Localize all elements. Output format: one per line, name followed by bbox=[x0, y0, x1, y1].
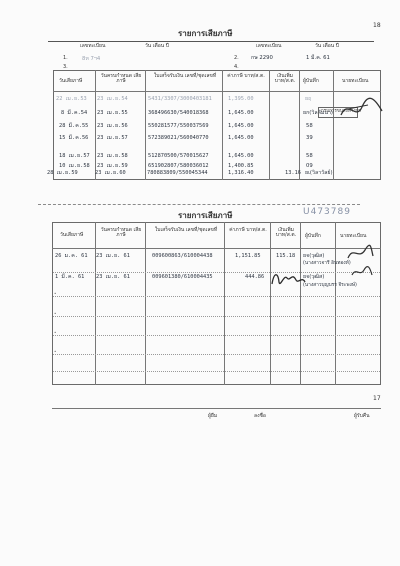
col-header-extra: เงินเพิ่ม บาท/ส.ต. bbox=[274, 73, 296, 84]
col2-header-registrar: นายทะเบียน bbox=[340, 233, 367, 239]
col2-header-receipt: ใบเสร็จรับเงิน เลขที่/ชุดเลขที่ bbox=[154, 227, 218, 233]
stamp-text: กรมการขนส่งทางบก bbox=[321, 109, 362, 114]
footer-sign: ลงชื่อ bbox=[254, 413, 266, 419]
col-header-due-date: วันครบกำหนด เสียภาษี bbox=[100, 73, 142, 84]
col2-header-tax: ค่าภาษี บาท/ส.ต. bbox=[229, 227, 267, 233]
col-header-registrar: นายทะเบียน bbox=[342, 78, 369, 84]
section1-title: รายการเสียภาษี bbox=[178, 29, 233, 38]
handwritten-signature bbox=[268, 268, 308, 290]
reg-num-1: 1. bbox=[63, 55, 68, 61]
section2-title: รายการเสียภาษี bbox=[178, 211, 233, 220]
registrar-signature-2 bbox=[350, 265, 374, 279]
col2-header-due-date: วันครบกำหนด เสียภาษี bbox=[100, 227, 142, 238]
reg-date-label-left: วัน เดือน ปี bbox=[145, 43, 169, 49]
col-header-recorder: ผู้บันทึก bbox=[303, 78, 319, 84]
reg-num-4: 4. bbox=[234, 64, 239, 70]
section2-table bbox=[52, 222, 381, 385]
page-number-top: 18 bbox=[373, 22, 381, 29]
col-header-receipt: ใบเสร็จรับเงิน เลขที่/ชุดเลขที่ bbox=[153, 73, 217, 79]
footer-borrower: ผู้ยืม bbox=[208, 413, 218, 419]
footer-rule bbox=[52, 408, 381, 409]
footer-returner: ผู้รับคืน bbox=[354, 413, 370, 419]
reg-label-left: เลขทะเบียน bbox=[80, 43, 106, 49]
reg-num-2: 2. bbox=[234, 55, 239, 61]
document-page: 18 รายการเสียภาษี เลขทะเบียน วัน เดือน ปี เลขทะเบียน วัน เดือน ปี 1. 8ห 7ฯ4 2. กษ 2290 1 มี.ค. 61 3. 4. วันเสียภาษี วันครบกำหนด เสียภาษี ใบเสร็จรับเงิน เลขที่/ชุดเลขที่ ค่าภาษี บาท/ส.ต. เงินเพิ่ม บาท/ส.ต. ผู้บันทึก นายทะเบียน 22 เม.ย.53 23 เม.ย.54 5431/3307/3000403181 1,395.00 ยฤ 8 มี.ค.54 23 เม.ย.55 368496630/540018368 1,645.00 ยก(วิลลัมนา) 28 มี.ค.55 23 เม.ย.56 550281577/550037569 1,645.00 58 15 มี.ค.56 23 เม.ย.57 572389021/560040770 1,645.00 39 18 เม.ย.57 23 เม.ย.58 512870500/570015627 1,645.00 58 10 เม.ย.58 23 เม.ย.59 651902807/580036012 1,400.85 09 28 เม.ย.59 23 เม.ย.60 780883809/550045344 1,316.40 13.16 ยเ(วิลาวัลย์) กรมการขนส่งทางบก รายการเสียภาษี U473789 วันเสียภาษี วันครบกำหนด เสียภาษี ใบเสร็จรับเงิน เลขที่/ชุดเลขที่ ค่าภาษี บาท/ส.ต. เงินเพิ่ม บาท/ส.ต. ผู้บันทึก นายทะเบียน 26 ม.ค. 61 23 เม.ย. 61 009600863/610004438 1,151.85 115.18 ยจ(วุฒิส) (นางสาวจารี อินทองท์) 1 มี.ค. 61 23 เม.ย. 61 009601380/610004435 444.86 ยจ(วุฒิส) (นางสาวบุญบรร จีระพงษ์) • • • • 17 ผู้ยืม ลงชื่อ ผู้รับคืน bbox=[0, 0, 400, 566]
col2-header-recorder: ผู้บันทึก bbox=[305, 233, 321, 239]
col-header-paid-date: วันเสียภาษี bbox=[59, 78, 83, 84]
reg-date-label-right: วัน เดือน ปี bbox=[315, 43, 339, 49]
reg-label-right: เลขทะเบียน bbox=[256, 43, 282, 49]
reg-num-3: 3. bbox=[63, 64, 68, 70]
signature-mark bbox=[338, 93, 386, 123]
page-number-bottom: 17 bbox=[373, 395, 381, 402]
reg-value-2: กษ 2290 bbox=[251, 55, 273, 61]
col2-header-extra: เงินเพิ่ม บาท/ส.ต. bbox=[275, 227, 297, 238]
serial-number: U473789 bbox=[303, 207, 351, 217]
col-header-tax: ค่าภาษี บาท/ส.ต. bbox=[227, 73, 265, 79]
col2-header-paid-date: วันเสียภาษี bbox=[60, 232, 84, 238]
section1-top-rule bbox=[48, 41, 374, 42]
section2-cut-line bbox=[38, 204, 360, 205]
registrar-signature-1 bbox=[345, 244, 375, 262]
reg-value-1: 8ห 7ฯ4 bbox=[82, 56, 101, 62]
reg-date-2: 1 มี.ค. 61 bbox=[306, 55, 330, 61]
